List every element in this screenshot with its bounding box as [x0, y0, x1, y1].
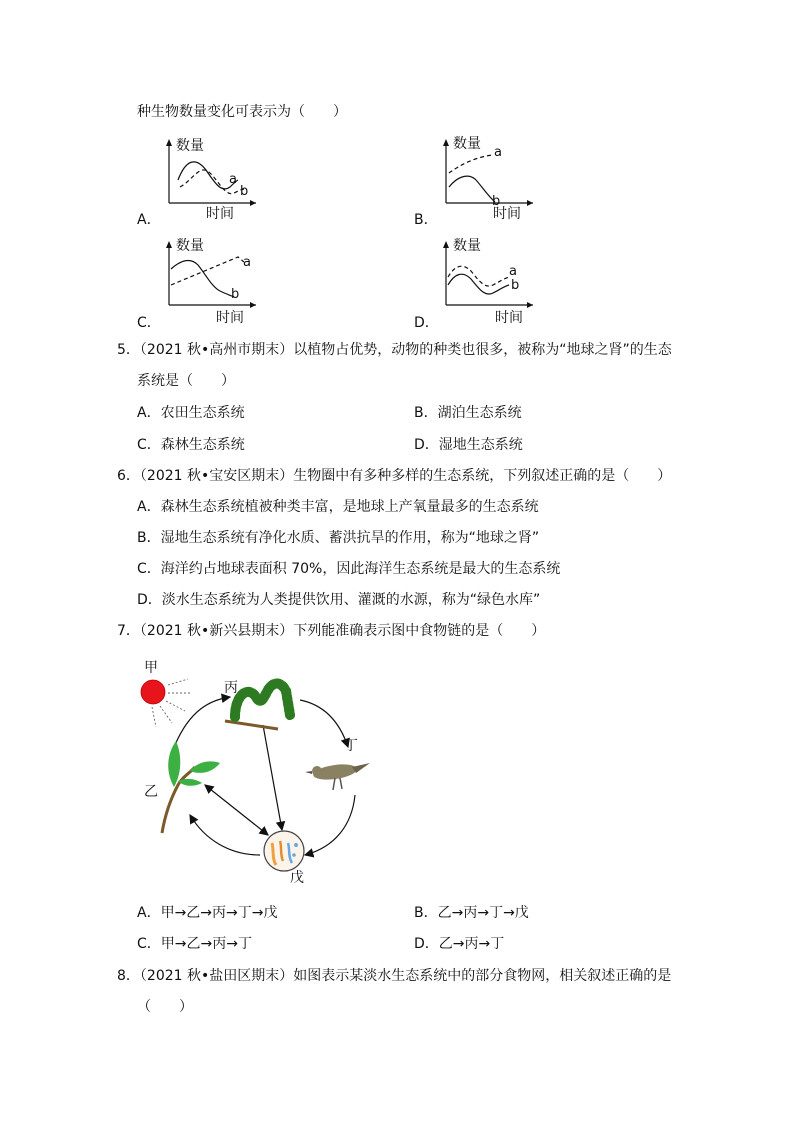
q6-option-c[interactable]: C．海洋约占地球表面积 70%，因此海洋生态系统是最大的生态系统 — [137, 561, 561, 577]
graph-b-a-label: a — [494, 145, 502, 160]
graph-d-xlabel: 时间 — [495, 310, 523, 326]
q8-stem-line2: （ ） — [137, 999, 193, 1015]
food-chain-svg — [130, 655, 390, 890]
y-axis-arrow — [443, 139, 449, 146]
q7-option-a[interactable]: A．甲→乙→丙→丁→戊 — [137, 905, 278, 921]
y-axis-arrow — [166, 139, 172, 146]
food-chain-diagram — [130, 655, 390, 890]
graph-c-a-label: a — [243, 255, 251, 270]
graph-a-a-label: a — [229, 172, 237, 187]
graph-d-b-label: b — [511, 278, 520, 293]
y-axis-arrow — [443, 241, 449, 248]
graph-b-b-label: b — [492, 194, 501, 209]
graph-c-xlabel: 时间 — [216, 310, 244, 326]
graph-a-b-label: b — [240, 184, 249, 199]
label-jia: 甲 — [144, 660, 158, 676]
graph-d-ylabel: 数量 — [453, 238, 481, 254]
arrow-caterpillar-to-decomposer — [263, 725, 282, 830]
q7-stem: 7．（2021 秋•新兴县期末）下列能准确表示图中食物链的是（ ） — [117, 623, 546, 639]
graph-d-letter: D． — [414, 315, 439, 331]
q5-stem-line1: 5．（2021 秋•高州市期末）以植物占优势，动物的种类也很多，被称为“地球之肾”的生态 — [117, 342, 672, 358]
graph-a-letter: A． — [137, 212, 161, 228]
label-ding: 丁 — [344, 738, 358, 754]
q5-option-c[interactable]: C．森林生态系统 — [137, 437, 245, 453]
graph-c-letter: C． — [137, 315, 161, 331]
q5-option-a[interactable]: A．农田生态系统 — [137, 405, 245, 421]
q6-option-a[interactable]: A．森林生态系统植被种类丰富，是地球上产氧量最多的生态系统 — [137, 499, 539, 515]
curve-b — [448, 274, 509, 294]
curve-b — [449, 176, 495, 202]
x-axis-arrow — [250, 302, 256, 308]
graph-a-ylabel: 数量 — [176, 138, 204, 154]
graph-b-ylabel: 数量 — [453, 136, 481, 152]
q6-option-d[interactable]: D．淡水生态系统为人类提供饮用、灌溉的水源，称为“绿色水库” — [137, 592, 541, 608]
x-axis-arrow — [250, 200, 256, 206]
bird-icon — [305, 762, 370, 790]
curve-a — [449, 155, 493, 173]
x-axis-arrow — [527, 302, 533, 308]
graph-c-b-label: b — [231, 287, 240, 302]
q5-option-d[interactable]: D．湿地生态系统 — [414, 437, 523, 453]
q4-stem-tail: 种生物数量变化可表示为（ ） — [137, 104, 347, 120]
arrow-bird-to-decomposer — [305, 795, 355, 855]
q7-option-d[interactable]: D．乙→丙→丁 — [414, 936, 505, 952]
q8-stem-line1: 8．（2021 秋•盐田区期末）如图表示某淡水生态系统中的部分食物网，相关叙述正确的是 — [117, 968, 672, 984]
plant-icon — [162, 741, 220, 833]
q5-option-b[interactable]: B．湖泊生态系统 — [414, 405, 522, 421]
label-yi: 乙 — [144, 784, 158, 800]
graph-d-a-label: a — [509, 264, 517, 279]
arrow-plant-to-caterpillar — [175, 697, 230, 745]
graph-b-xlabel: 时间 — [493, 206, 521, 222]
q6-option-b[interactable]: B．湿地生态系统有净化水质、蓄洪抗旱的作用，称为“地球之肾” — [137, 530, 540, 546]
sun-icon — [141, 680, 165, 704]
graph-b-letter: B． — [414, 212, 438, 228]
q7-option-b[interactable]: B．乙→丙→丁→戊 — [414, 905, 529, 921]
label-wu: 戊 — [290, 870, 304, 886]
q7-option-c[interactable]: C．甲→乙→丙→丁 — [137, 936, 252, 952]
decomposer-icon — [264, 831, 304, 871]
arrow-plant-decomposer — [205, 785, 268, 835]
graph-a-xlabel: 时间 — [206, 206, 234, 222]
label-bing: 丙 — [224, 680, 238, 696]
curve-b — [171, 261, 234, 297]
graph-c-ylabel: 数量 — [176, 238, 204, 254]
arrow-caterpillar-to-bird — [300, 700, 348, 747]
y-axis-arrow — [166, 241, 172, 248]
x-axis-arrow — [527, 200, 533, 206]
q6-stem: 6．（2021 秋•宝安区期末）生物圈中有多种多样的生态系统，下列叙述正确的是（ ） — [117, 468, 672, 484]
curve-a — [448, 266, 509, 286]
q5-stem-line2: 系统是（ ） — [137, 373, 235, 389]
